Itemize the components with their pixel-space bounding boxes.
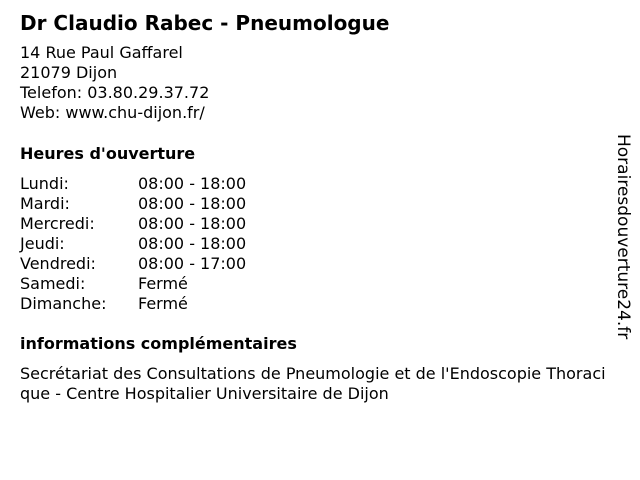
additional-info-text: Secrétariat des Consultations de Pneumologie et de l'Endoscopie Thoracique - Centre Hospitalier Universitaire de Dijon [20,364,606,403]
site-watermark: Horairesdouverture24.fr [613,134,633,340]
time-value: 08:00 - 18:00 [138,194,247,213]
day-label: Dimanche: [20,294,107,313]
address-city: 21079 Dijon [20,63,118,82]
day-label: Lundi: [20,174,69,193]
time-value: 08:00 - 18:00 [138,234,247,253]
page-title: Dr Claudio Rabec - Pneumologue [20,11,390,35]
day-label: Mardi: [20,194,70,213]
additional-info-heading: informations complémentaires [20,334,297,353]
time-value: Fermé [138,274,188,293]
time-value: 08:00 - 18:00 [138,214,247,233]
time-value: Fermé [138,294,188,313]
address-street: 14 Rue Paul Gaffarel [20,43,183,62]
opening-hours-heading: Heures d'ouverture [20,144,196,163]
day-label: Jeudi: [20,234,65,253]
time-value: 08:00 - 17:00 [138,254,247,273]
time-value: 08:00 - 18:00 [138,174,247,193]
address-web: Web: www.chu-dijon.fr/ [20,103,205,122]
address-phone: Telefon: 03.80.29.37.72 [20,83,210,102]
day-label: Samedi: [20,274,86,293]
day-label: Mercredi: [20,214,95,233]
address-block [20,43,209,123]
day-label: Vendredi: [20,254,96,273]
